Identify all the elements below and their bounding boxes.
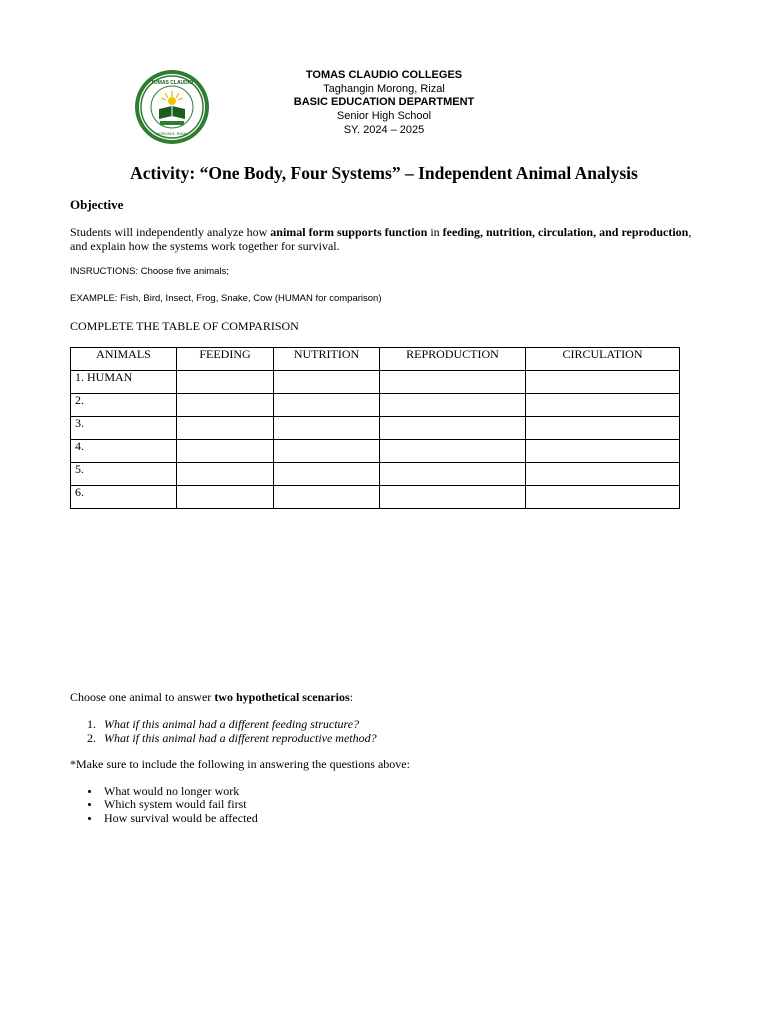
question-item: [70, 718, 377, 732]
table-row: [71, 417, 680, 440]
table-cell[interactable]: [274, 371, 380, 394]
scenarios-text-part: :: [349, 690, 353, 704]
bullet-list: [70, 785, 258, 825]
table-cell[interactable]: [380, 394, 526, 417]
animal-cell: 5.: [71, 463, 177, 486]
table-cell[interactable]: [526, 417, 680, 440]
table-cell[interactable]: [380, 463, 526, 486]
table-cell[interactable]: [274, 486, 380, 509]
scenarios-bold-part: two hypothetical scenarios: [214, 690, 350, 704]
question-number: 2.: [87, 730, 96, 745]
table-cell[interactable]: [177, 486, 274, 509]
department-name: BASIC EDUCATION DEPARTMENT: [293, 96, 475, 109]
list-item-text: How survival would be affected: [104, 810, 258, 825]
column-header: CIRCULATION: [526, 348, 680, 371]
table-cell[interactable]: [526, 440, 680, 463]
table-row: [71, 371, 680, 394]
list-item-text: What would no longer work: [104, 784, 240, 798]
objective-heading: Objective: [70, 197, 124, 212]
table-cell[interactable]: [526, 394, 680, 417]
instructions-text: INSRUCTIONS: Choose five animals;: [70, 266, 229, 277]
question-item: [70, 732, 377, 746]
school-logo: [134, 69, 210, 145]
objective-text: [70, 226, 710, 253]
objective-text-part: , and explain how the systems work together for survival.: [70, 225, 692, 253]
animal-cell: 4.: [71, 440, 177, 463]
table-cell[interactable]: [177, 440, 274, 463]
table-cell[interactable]: [177, 417, 274, 440]
header-block: [234, 69, 534, 138]
scenarios-intro: [70, 690, 353, 705]
list-item: [70, 798, 258, 811]
note-text: *Make sure to include the following in answering the questions above:: [70, 757, 410, 771]
animal-cell: 1. HUMAN: [71, 371, 177, 394]
table-cell[interactable]: [380, 440, 526, 463]
list-item-text: Which system would fail first: [104, 797, 247, 812]
objective-text-part: in: [427, 225, 443, 239]
objective-bold-part: feeding, nutrition, circulation, and reproduction: [442, 225, 689, 239]
objective-text-part: Students will independently analyze how: [70, 225, 271, 239]
table-cell[interactable]: [274, 440, 380, 463]
table-row: [71, 440, 680, 463]
bullet-icon: [88, 817, 91, 820]
question-text: What if this animal had a different feeding structure?: [104, 717, 360, 731]
question-number: 1.: [87, 717, 96, 731]
table-row: [71, 463, 680, 486]
svg-text:MORONG, RIZAL: MORONG, RIZAL: [155, 131, 189, 136]
table-cell[interactable]: [274, 463, 380, 486]
table-cell[interactable]: [177, 394, 274, 417]
table-cell[interactable]: [274, 417, 380, 440]
table-cell[interactable]: [380, 486, 526, 509]
school-year: SY. 2024 – 2025: [343, 123, 425, 136]
table-cell[interactable]: [526, 486, 680, 509]
objective-bold-part: animal form supports function: [270, 225, 428, 239]
bullet-icon: [88, 790, 91, 793]
column-header: ANIMALS: [71, 348, 177, 371]
animal-cell: 2.: [71, 394, 177, 417]
animal-cell: 6.: [71, 486, 177, 509]
activity-title: Activity: “One Body, Four Systems” – Independent Animal Analysis: [130, 163, 638, 183]
table-header-row: [71, 348, 680, 371]
table-cell[interactable]: [380, 371, 526, 394]
table-cell[interactable]: [526, 371, 680, 394]
school-level: Senior High School: [336, 110, 432, 123]
table-cell[interactable]: [380, 417, 526, 440]
example-text: EXAMPLE: Fish, Bird, Insect, Frog, Snake, Cow (HUMAN for comparison): [70, 293, 382, 304]
complete-table-label: COMPLETE THE TABLE OF COMPARISON: [70, 319, 299, 333]
school-address: Taghangin Morong, Rizal: [323, 82, 445, 95]
comparison-table: [70, 347, 680, 509]
question-text: What if this animal had a different reproductive method?: [104, 730, 377, 745]
column-header: NUTRITION: [274, 348, 380, 371]
column-header: FEEDING: [177, 348, 274, 371]
column-header: REPRODUCTION: [380, 348, 526, 371]
table-cell[interactable]: [177, 371, 274, 394]
animal-cell: 3.: [71, 417, 177, 440]
table-row: [71, 394, 680, 417]
table-cell[interactable]: [177, 463, 274, 486]
table-cell[interactable]: [274, 394, 380, 417]
table-row: [71, 486, 680, 509]
school-name: TOMAS CLAUDIO COLLEGES: [305, 69, 463, 81]
scenarios-text-part: Choose one animal to answer: [70, 690, 215, 704]
list-item: [70, 812, 258, 825]
svg-text:TOMAS CLAUDIO: TOMAS CLAUDIO: [150, 80, 194, 86]
list-item: [70, 785, 258, 798]
table-cell[interactable]: [526, 463, 680, 486]
scenario-questions: [70, 718, 377, 745]
bullet-icon: [88, 803, 91, 806]
